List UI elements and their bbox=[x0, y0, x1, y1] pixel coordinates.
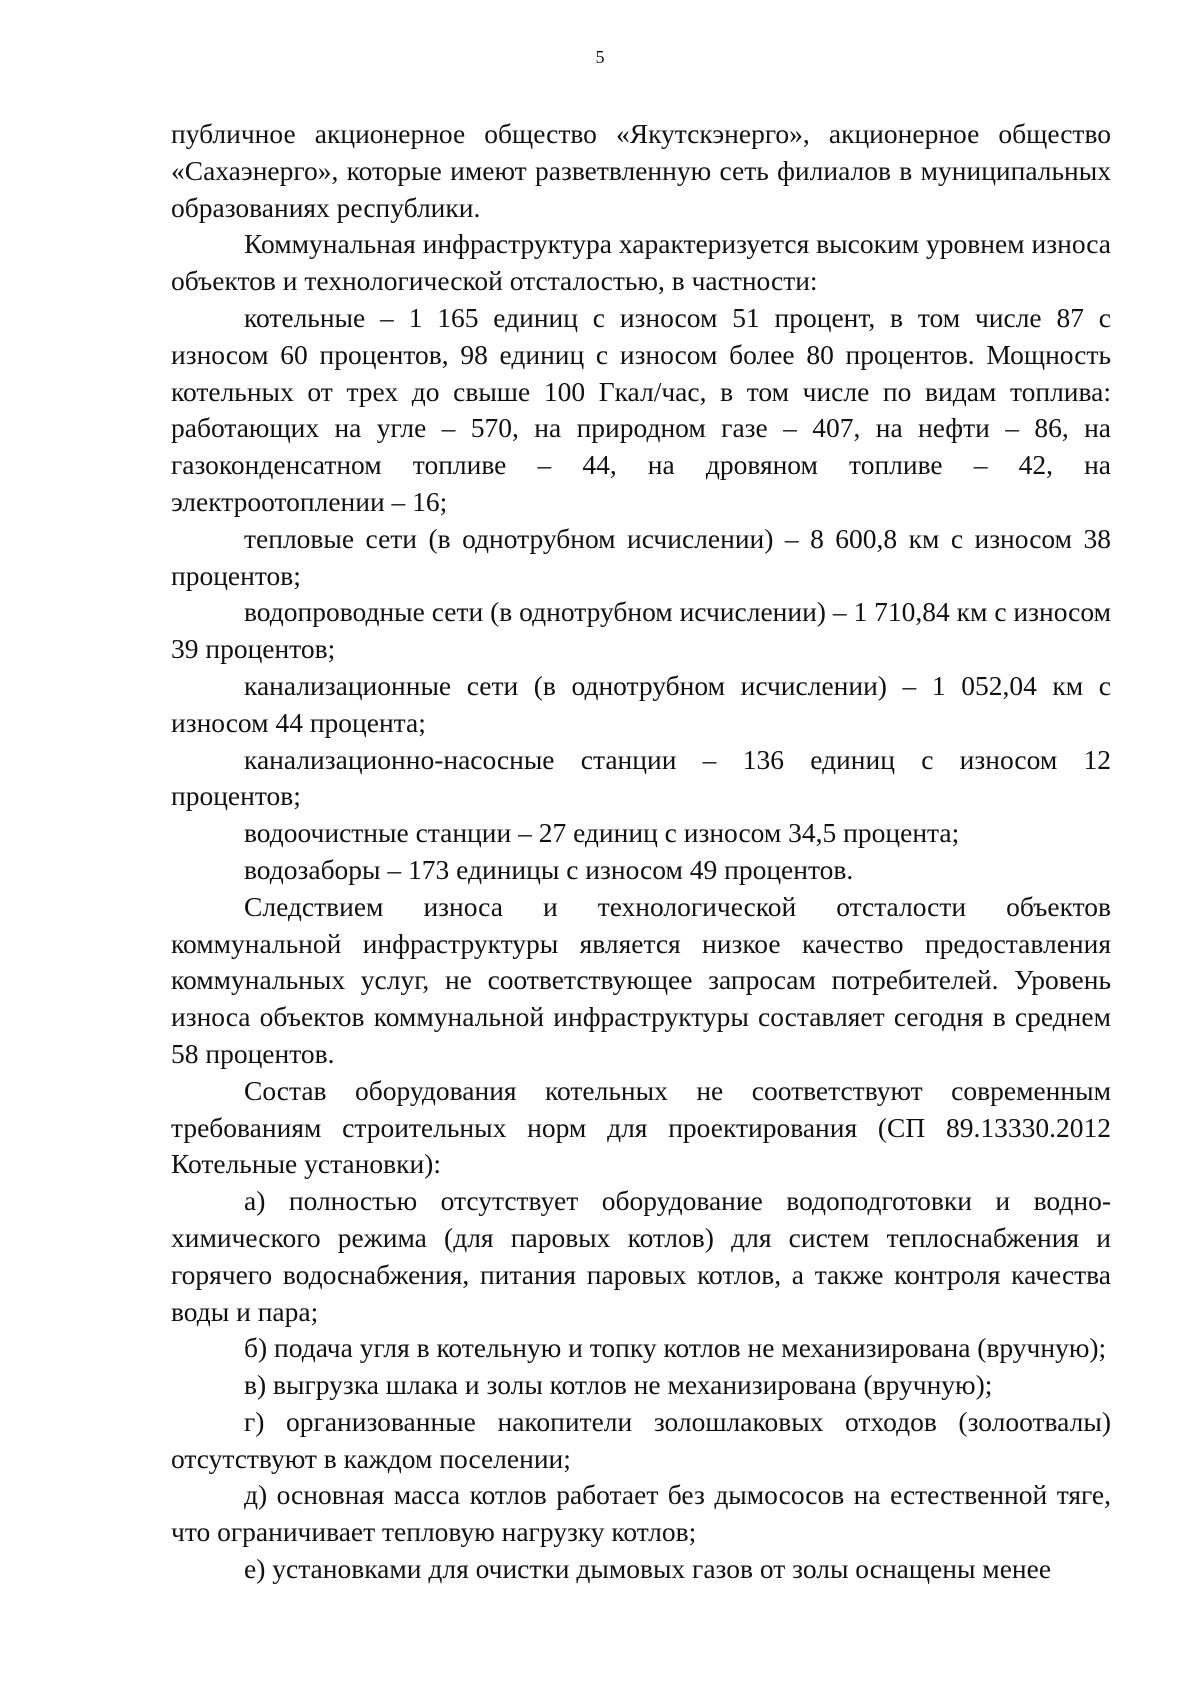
paragraph-6: канализационные сети (в однотрубном исчислении) – 1 052,04 км с износом 44 процента; bbox=[171, 669, 1111, 738]
paragraph-17: е) установками для очистки дымовых газов от золы оснащены менее bbox=[244, 1553, 1052, 1585]
paragraph-8: водоочистные станции – 27 единиц с износом 34,5 процента; bbox=[244, 817, 960, 849]
paragraph-11: Состав оборудования котельных не соответствуют современным требованиям строительных норм для проектирования (СП 89.13330.2012 Котельные установки): bbox=[171, 1074, 1111, 1180]
paragraph-2: Коммунальная инфраструктура характеризуется высоким уровнем износа объектов и технологической отсталостью, в частности: bbox=[171, 228, 1111, 297]
paragraph-9: водозаборы – 173 единицы с износом 49 процентов. bbox=[244, 853, 854, 885]
paragraph-3: котельные – 1 165 единиц с износом 51 процент, в том числе 87 с износом 60 процентов, 98 единиц с износом более 80 процентов. Мощность котельных от трех до свыше 100 Гкал/час, в том числе по видам топлива: работающих на угле – 570, на природном газе – 407, на нефти – 86, на газоконденсатном топливе – 44, на дровяном топливе – 42, на электроотоплении – 16; bbox=[171, 301, 1111, 517]
paragraph-5: водопроводные сети (в однотрубном исчислении) – 1 710,84 км с износом 39 процентов; bbox=[171, 596, 1111, 665]
paragraph-13: б) подача угля в котельную и топку котлов не механизирована (вручную); bbox=[244, 1332, 1107, 1364]
paragraph-10: Следствием износа и технологической отсталости объектов коммунальной инфраструктуры является низкое качество предоставления коммунальных услуг, не соответствующее запросам потребителей. Уровень износа объектов коммунальной инфраструктуры составляет сегодня в среднем 58 процентов. bbox=[171, 890, 1111, 1069]
paragraph-14: в) выгрузка шлака и золы котлов не механизирована (вручную); bbox=[244, 1369, 993, 1401]
page-number: 5 bbox=[595, 47, 605, 67]
paragraph-1: публичное акционерное общество «Якутскэнерго», акционерное общество «Сахаэнерго», которые имеют разветвленную сеть филиалов в муниципальных образованиях республики. bbox=[171, 118, 1111, 223]
paragraph-12: а) полностью отсутствует оборудование водоподготовки и водно-химического режима (для паровых котлов) для систем теплоснабжения и горячего водоснабжения, питания паровых котлов, а также контроля качества воды и пара; bbox=[171, 1185, 1111, 1327]
paragraph-4: тепловые сети (в однотрубном исчислении) – 8 600,8 км с износом 38 процентов; bbox=[171, 522, 1111, 591]
paragraph-15: г) организованные накопители золошлаковых отходов (золоотвалы) отсутствуют в каждом поселении; bbox=[171, 1405, 1111, 1474]
document-body bbox=[171, 116, 1111, 1588]
paragraph-7: канализационно-насосные станции – 136 единиц с износом 12 процентов; bbox=[171, 743, 1111, 812]
paragraph-16: д) основная масса котлов работает без дымососов на естественной тяге, что ограничивает тепловую нагрузку котлов; bbox=[171, 1479, 1111, 1548]
